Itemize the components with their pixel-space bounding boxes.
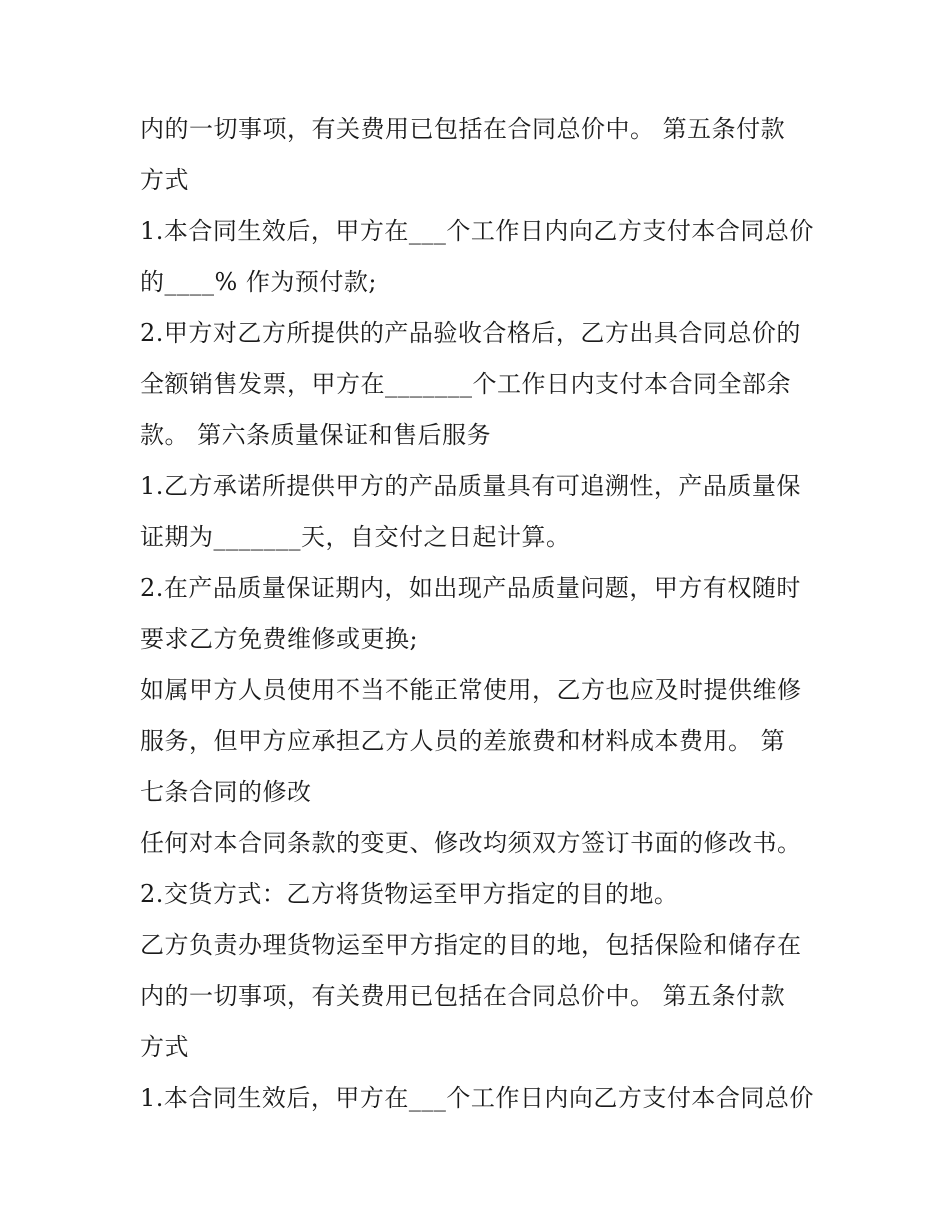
text-line: 2.在产品质量保证期内，如出现产品质量问题，甲方有权随时 xyxy=(140,574,801,602)
text-line: 1.乙方承诺所提供甲方的产品质量具有可追溯性，产品质量保 xyxy=(140,472,801,500)
text-line: 七条合同的修改 xyxy=(140,778,312,806)
text-line: 2.交货方式：乙方将货物运至甲方指定的目的地。 xyxy=(140,880,679,908)
text-line: 任何对本合同条款的变更、修改均须双方签订书面的修改书。 xyxy=(140,829,802,857)
text-line: 方式 xyxy=(140,1033,189,1061)
text-line: 乙方负责办理货物运至甲方指定的目的地，包括保险和储存在 xyxy=(140,931,802,959)
text-line: 方式 xyxy=(140,166,189,194)
text-line: 内的一切事项，有关费用已包括在合同总价中。 第五条付款 xyxy=(140,982,786,1010)
text-line: 内的一切事项，有关费用已包括在合同总价中。 第五条付款 xyxy=(140,115,786,143)
document-body xyxy=(140,104,830,1124)
text-line: 要求乙方免费维修或更换; xyxy=(140,625,419,653)
text-line: 2.甲方对乙方所提供的产品验收合格后，乙方出具合同总价的 xyxy=(140,319,801,347)
text-line: 全额销售发票，甲方在_______个工作日内支付本合同全部余 xyxy=(140,370,791,398)
text-line: 1.本合同生效后，甲方在___个工作日内向乙方支付本合同总价 xyxy=(140,1084,814,1112)
text-line: 款。 第六条质量保证和售后服务 xyxy=(140,421,492,449)
text-line: 如属甲方人员使用不当不能正常使用，乙方也应及时提供维修 xyxy=(140,676,802,704)
text-line: 1.本合同生效后，甲方在___个工作日内向乙方支付本合同总价 xyxy=(140,217,814,245)
text-line: 证期为_______天，自交付之日起计算。 xyxy=(140,523,571,551)
text-line: 服务，但甲方应承担乙方人员的差旅费和材料成本费用。 第 xyxy=(140,727,786,755)
text-line: 的____% 作为预付款; xyxy=(140,268,378,296)
